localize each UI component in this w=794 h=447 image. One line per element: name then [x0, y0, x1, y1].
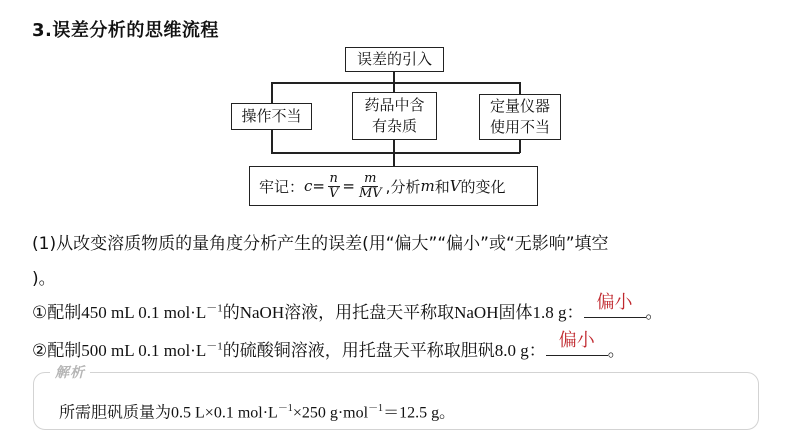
flow-branch-label: 定量仪器 — [489, 97, 550, 115]
formula-eq: = — [342, 177, 355, 195]
formula-prefix: 牢记： — [259, 177, 305, 196]
flow-branch-label: 使用不当 — [489, 118, 550, 136]
flow-branch-instrument — [479, 94, 561, 140]
formula-c: c — [304, 177, 313, 195]
item-quantity: 500 mL 0.1 mol·L — [81, 341, 207, 360]
fraction-denominator: V — [329, 185, 339, 201]
question-item-2 — [32, 330, 625, 361]
fraction-m-over-mv — [357, 172, 384, 201]
item-text: 配制 — [47, 303, 82, 323]
connector — [271, 152, 520, 154]
fraction-n-over-v — [327, 172, 340, 201]
formula-suffix: ,分析 — [385, 177, 421, 196]
flow-branch-operation — [231, 103, 312, 130]
analysis-tag: 解析 — [50, 362, 90, 382]
item-text: 。 — [645, 303, 663, 323]
item-text: 的硫酸铜溶液，用托盘天平称取胆矾 — [222, 341, 495, 361]
answer-blank[interactable] — [546, 330, 608, 356]
question-item-1 — [32, 292, 663, 323]
flow-root-box — [345, 47, 444, 72]
item-quantity: 450 mL 0.1 mol·L — [81, 303, 207, 322]
fraction-numerator: m — [364, 170, 377, 186]
question-intro-cont — [32, 264, 56, 289]
connector — [271, 130, 273, 153]
superscript: －1 — [368, 403, 384, 414]
superscript: －1 — [277, 403, 293, 414]
question-intro-line1: (1)从改变溶质物质的量角度分析产生的误差(用“偏大”“偏小”或“无影响”填空 — [32, 234, 609, 254]
analysis-text — [59, 399, 455, 422]
item-text: 的 — [222, 303, 240, 323]
flow-root-label: 误差的引入 — [356, 50, 432, 68]
analysis-prefix: 所需胆矾质量为 — [59, 402, 172, 422]
formula-eq: = — [312, 177, 325, 195]
connector — [271, 82, 273, 103]
superscript: －1 — [206, 340, 223, 353]
item-formula: NaOH — [239, 303, 285, 322]
formula-suffix: 的变化 — [460, 177, 506, 196]
item-number: ② — [32, 341, 48, 361]
superscript: －1 — [206, 302, 223, 315]
flow-branch-label: 药品中含 — [364, 96, 425, 114]
answer-text: 偏小 — [596, 292, 633, 313]
item-formula: NaOH — [454, 303, 499, 322]
answer-blank[interactable] — [584, 292, 646, 318]
flow-branch-impurity — [352, 92, 437, 140]
flow-branch-label: 操作不当 — [241, 107, 302, 125]
analysis-box — [33, 365, 759, 430]
analysis-expression: ×250 g·mol — [292, 404, 369, 422]
fraction-numerator: n — [329, 170, 338, 186]
formula-box — [249, 166, 538, 206]
formula-and: 和 — [434, 177, 450, 196]
fraction-denominator: MV — [358, 185, 382, 201]
connector — [271, 82, 520, 84]
item-quantity: 8.0 g： — [494, 341, 546, 360]
analysis-expression: 0.5 L×0.1 mol·L — [171, 404, 278, 422]
analysis-result: ＝12.5 g。 — [383, 404, 456, 422]
section-heading: 3.误差分析的思维流程 — [32, 20, 219, 41]
item-number: ① — [32, 303, 48, 323]
item-text: 配制 — [47, 341, 82, 361]
connector — [393, 82, 395, 92]
connector — [519, 82, 521, 94]
formula-v: V — [449, 177, 461, 195]
formula-m: m — [420, 177, 435, 195]
item-quantity: 1.8 g： — [532, 303, 584, 322]
question-intro — [32, 229, 609, 254]
item-text: 固体 — [498, 303, 533, 323]
question-intro-line2: )。 — [32, 269, 56, 289]
item-text: 溶液，用托盘天平称取 — [284, 303, 455, 323]
flow-branch-label: 有杂质 — [371, 117, 417, 135]
answer-text: 偏小 — [558, 330, 595, 351]
item-text: 。 — [607, 341, 625, 361]
